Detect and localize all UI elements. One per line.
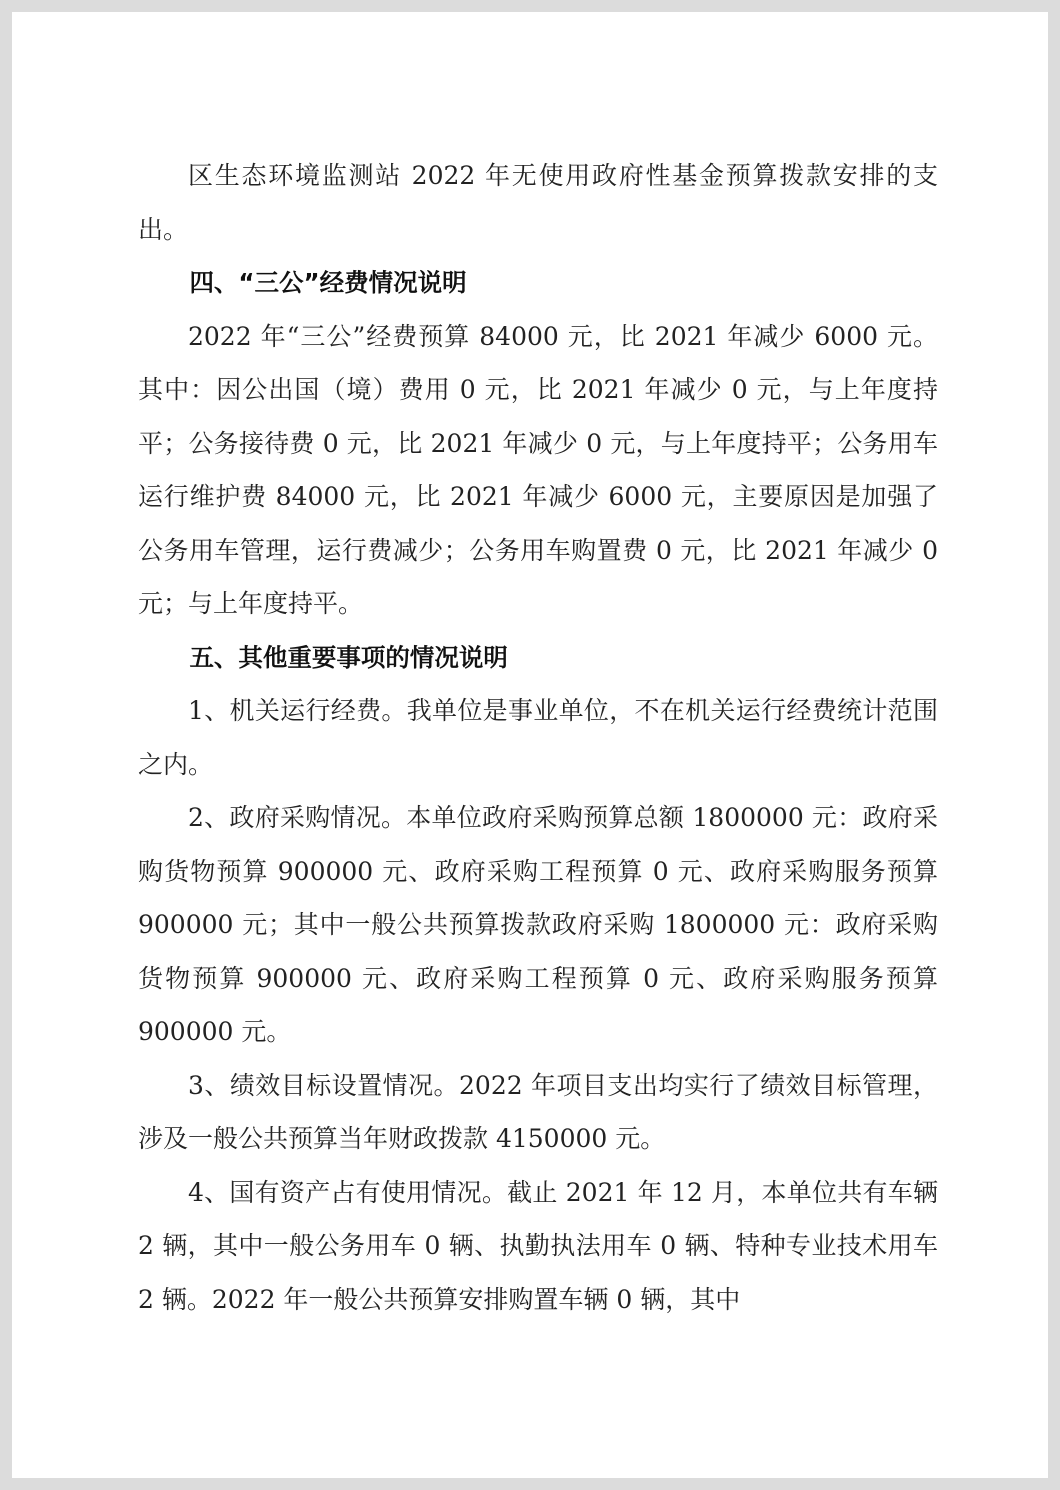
section-heading-other-matters: 五、其他重要事项的情况说明 (189, 642, 508, 672)
item-state-assets: 4、国有资产占有使用情况。截止 2021 年 12 月，本单位共有车辆 2 辆，其中一般公务用车 0 辆、执勤执法用车 0 辆、特种专业技术用车 2 辆。2022 年一般公共预算安排购置车辆 0 辆，其中 (138, 1177, 938, 1314)
document-body (138, 149, 938, 1326)
document-page (12, 12, 1048, 1478)
item-performance-targets: 3、绩效目标设置情况。2022 年项目支出均实行了绩效目标管理，涉及一般公共预算当年财政拨款 4150000 元。 (138, 1070, 938, 1153)
item-organ-operating-expenses: 1、机关运行经费。我单位是事业单位，不在机关运行经费统计范围之内。 (138, 696, 938, 779)
item-government-procurement: 2、政府采购情况。本单位政府采购预算总额 1800000 元：政府采购货物预算 900000 元、政府采购工程预算 0 元、政府采购服务预算 900000 元；其中一般公共预算拨款政府采购 1800000 元：政府采购货物预算 900000 元、政府采购工程预算 0 元、政府采购服务预算 900000 元。 (138, 803, 938, 1046)
section-heading-three-public-expenses: 四、“三公”经费情况说明 (189, 268, 467, 297)
intro-continuation-paragraph: 区生态环境监测站 2022 年无使用政府性基金预算拨款安排的支出。 (138, 161, 938, 244)
three-public-expenses-paragraph: 2022 年“三公”经费预算 84000 元，比 2021 年减少 6000 元。其中：因公出国（境）费用 0 元，比 2021 年减少 0 元，与上年度持平；公务接待费 0 元，比 2021 年减少 0 元，与上年度持平；公务用车运行维护费 84000 元，比 2021 年减少 6000 元，主要原因是加强了公务用车管理，运行费减少；公务用车购置费 0 元，比 2021 年减少 0 元；与上年度持平。 (138, 321, 938, 618)
